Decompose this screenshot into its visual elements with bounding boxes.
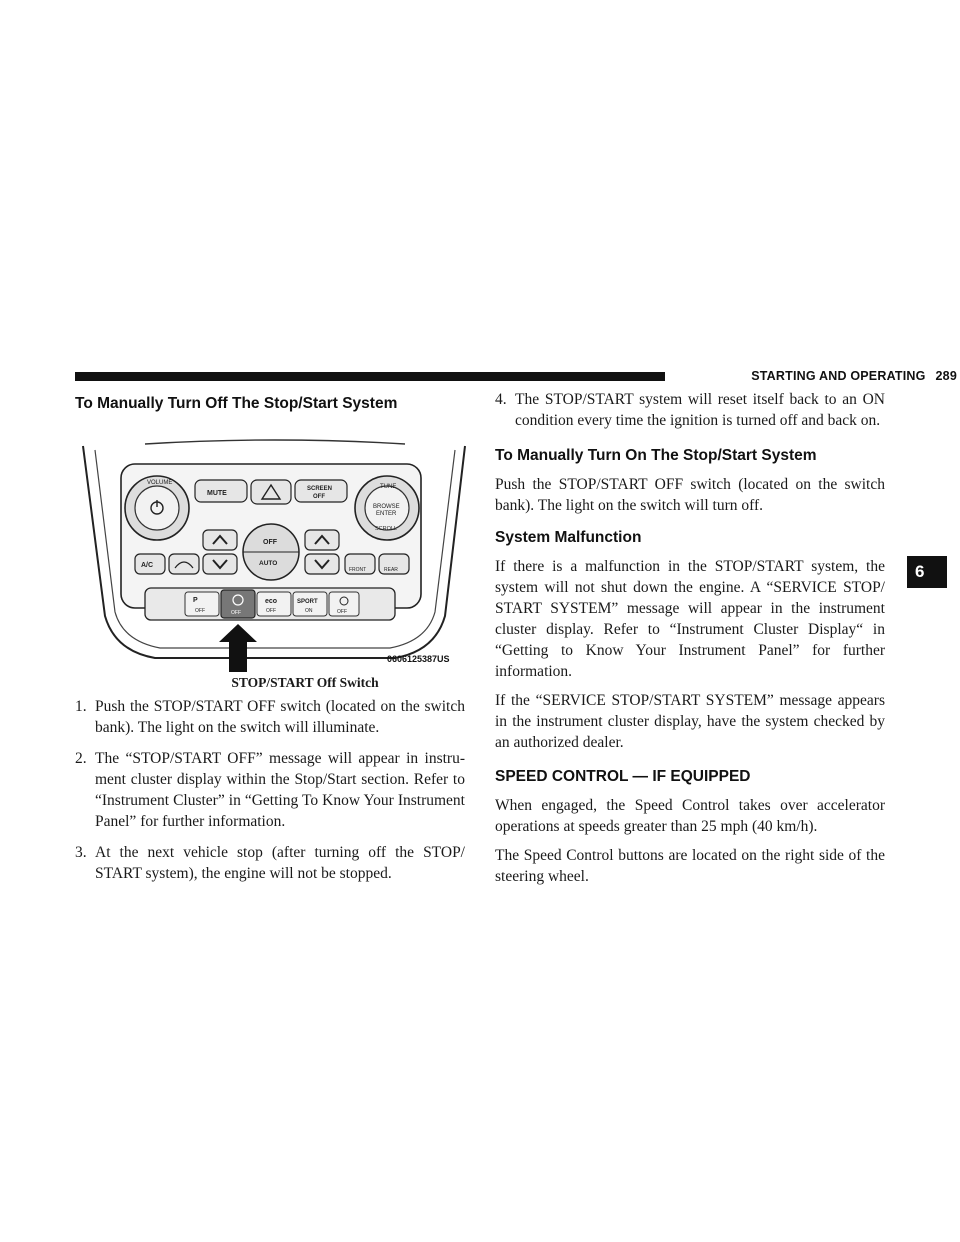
control-panel-illustration bbox=[75, 436, 467, 672]
esc-off-label: OFF bbox=[337, 609, 347, 615]
heading-speed-control: SPEED CONTROL — IF EQUIPPED bbox=[495, 768, 751, 785]
list-item bbox=[75, 842, 465, 884]
eco-off-label: OFF bbox=[266, 608, 276, 614]
list-item-number: 2. bbox=[75, 750, 87, 767]
list-item-number: 4. bbox=[495, 391, 507, 408]
figure-caption: STOP/START Off Switch bbox=[231, 675, 379, 690]
browse-label: BROWSE bbox=[373, 504, 400, 510]
list-item bbox=[75, 748, 465, 832]
auto-label: AUTO bbox=[259, 560, 278, 567]
ac-label: A/C bbox=[141, 562, 154, 569]
heading-turn-on: To Manually Turn On The Stop/Start System bbox=[495, 447, 817, 464]
steps-list bbox=[75, 696, 465, 884]
list-item-text: The STOP/START system will reset itself back to an ON condition every time the ignition is turned off and back on. bbox=[515, 391, 885, 429]
volume-knob bbox=[125, 476, 189, 540]
mute-label: MUTE bbox=[207, 490, 227, 497]
tune-label: TUNE bbox=[380, 484, 397, 490]
volume-label: VOLUME bbox=[147, 480, 173, 486]
screen-label: SCREEN bbox=[307, 486, 333, 492]
list-item bbox=[75, 696, 465, 738]
header-rule bbox=[75, 372, 665, 381]
recirc-button bbox=[169, 554, 199, 574]
paragraph-speed-2: The Speed Control buttons are located on the right side of the steering wheel. bbox=[495, 847, 885, 885]
figure-id: 0606125387US bbox=[387, 654, 450, 664]
list-item-number: 3. bbox=[75, 844, 87, 861]
list-item-number: 1. bbox=[75, 698, 87, 715]
enter-label: ENTER bbox=[376, 511, 397, 517]
page-number: 289 bbox=[935, 369, 957, 383]
fan-off-label: OFF bbox=[263, 539, 277, 546]
paragraph-malfunction-2: If the “SERVICE STOP/START SYSTEM” message appears in the instrument cluster display, have the system checked by an authorized dealer. bbox=[495, 692, 885, 751]
header-title bbox=[675, 368, 957, 384]
list-item-text: The “STOP/START OFF” message will appear in instru- ment cluster display within the Stop/Start section. Refer to “Instrument Cluster” in “Getting To Know Your Instrument Panel” for further information. bbox=[95, 750, 465, 830]
running-header bbox=[75, 368, 957, 384]
right-column bbox=[495, 389, 885, 887]
front-label: FRONT bbox=[349, 567, 367, 573]
screen-off-label: OFF bbox=[313, 494, 325, 500]
paragraph-malfunction-1: If there is a malfunction in the STOP/START system, the system will not shut down the engine. A “SERVICE STOP/ START SYSTEM” message will appear in the instrument cluster display. Refer to “Instrument Cluster Display“ in “Getting to Know Your Instrument Panel” for further information. bbox=[495, 558, 885, 680]
eco-label: eco bbox=[265, 598, 278, 605]
stop-start-switch-figure bbox=[75, 436, 467, 672]
list-item bbox=[495, 389, 885, 431]
left-column bbox=[75, 394, 465, 884]
hazard-button bbox=[251, 480, 291, 504]
list-item-text: Push the STOP/START OFF switch (located on the switch bank). The light on the switch will illuminate. bbox=[95, 698, 465, 736]
stop-start-off-label: OFF bbox=[231, 610, 241, 616]
svg-text:P: P bbox=[193, 597, 198, 604]
paragraph-turn-on: Push the STOP/START OFF switch (located on the switch bank). The light on the switch will turn off. bbox=[495, 476, 885, 514]
sport-on-label: ON bbox=[305, 608, 313, 614]
scroll-label: SCROLL bbox=[375, 526, 398, 532]
heading-system-malfunction: System Malfunction bbox=[495, 529, 642, 546]
paragraph-speed-1: When engaged, the Speed Control takes over accelerator operations at speeds greater than 25 mph (40 km/h). bbox=[495, 797, 885, 835]
rear-label: REAR bbox=[384, 567, 398, 573]
sport-label: SPORT bbox=[297, 599, 318, 605]
tune-knob bbox=[355, 476, 419, 540]
chapter-tab: 6 bbox=[907, 556, 947, 588]
list-item-text: At the next vehicle stop (after turning off the STOP/ START system), the engine will not be stopped. bbox=[95, 844, 465, 882]
heading-turn-off: To Manually Turn Off The Stop/Start System bbox=[75, 395, 398, 412]
header-section: STARTING AND OPERATING bbox=[751, 369, 926, 383]
park-off-label: OFF bbox=[195, 608, 205, 614]
